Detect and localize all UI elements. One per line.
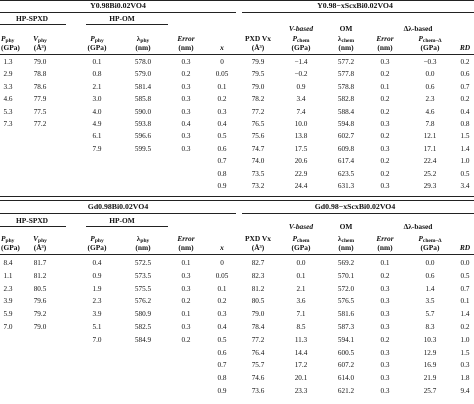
- cell-error2: 0.2: [380, 157, 390, 166]
- cell-x: 0.3: [217, 310, 227, 319]
- cell-rd: 3.4: [460, 182, 470, 190]
- cell-x: 0.5: [217, 132, 227, 141]
- cell-pchem: 20.1: [294, 374, 308, 383]
- hdr-lphy: λphy: [136, 34, 150, 44]
- cell-rd: 0.7: [460, 284, 470, 293]
- hdr-pphy: Pphy: [1, 234, 15, 244]
- cell-lchem: 578.8: [337, 82, 355, 91]
- cell-lchem: 617.4: [337, 157, 355, 166]
- cell-spxd-pphy: 1.1: [3, 271, 13, 280]
- cell-pchem: −0.2: [294, 70, 308, 79]
- cell-error2: 0.3: [380, 361, 390, 370]
- cell-error2: 0.2: [380, 107, 390, 116]
- cell-lchem: 614.0: [337, 374, 355, 383]
- rule-spxd: [0, 24, 66, 25]
- cell-rd: 1.5: [460, 132, 470, 141]
- cell-om-error: 0.3: [181, 95, 191, 104]
- cell-om-pphy: 6.1: [92, 132, 102, 141]
- cell-x: 0.5: [217, 335, 227, 344]
- cell-spxd-pphy: 3.9: [3, 297, 13, 306]
- cell-om-error: 0.3: [181, 132, 191, 141]
- cell-om-pphy: 0.4: [92, 259, 102, 267]
- cell-om-error: 0.3: [181, 323, 191, 331]
- cell-pchem-dl: 0.6: [425, 271, 435, 280]
- cell-pchem: 0.1: [296, 271, 306, 280]
- cell-spxd-pphy: 7.0: [3, 323, 13, 331]
- cell-spxd-vphy: 81.2: [33, 271, 47, 280]
- cell-pchem-dl: 3.5: [425, 297, 435, 306]
- cell-lchem: 602.7: [337, 132, 355, 141]
- cell-lchem: 594.1: [337, 335, 355, 344]
- cell-om-pphy: 7.9: [92, 144, 102, 153]
- hdr-pchem-unit: (GPa): [291, 43, 311, 52]
- title-left: Gd0.98Bi0.02VO4: [87, 202, 149, 211]
- cell-pchem: 3.6: [296, 297, 306, 306]
- cell-lchem: 576.5: [337, 297, 355, 306]
- title-right: Y0.98−xScxBi0.02VO4: [317, 1, 393, 10]
- cell-om-pphy: 0.9: [92, 271, 102, 280]
- cell-om-pphy: 2.1: [92, 82, 102, 91]
- cell-error2: 0.2: [380, 271, 390, 280]
- cell-pxd-vx: 74.7: [251, 144, 265, 153]
- cell-x: 0.05: [215, 271, 229, 280]
- cell-x: 0.3: [217, 107, 227, 116]
- hdr-pxd: PXD Vx: [245, 234, 271, 243]
- cell-pxd-vx: 73.6: [251, 387, 265, 395]
- cell-pchem: 3.4: [296, 95, 306, 104]
- hdr-pchemdl-unit: (GPa): [420, 243, 440, 252]
- cell-spxd-vphy: 79.6: [33, 297, 47, 306]
- cell-rd: 1.8: [460, 374, 470, 383]
- rule-om: [86, 226, 168, 227]
- hdr-vphy: Vphy: [33, 234, 47, 244]
- cell-rd: 0.2: [460, 323, 470, 331]
- cell-spxd-pphy: 2.9: [3, 70, 13, 79]
- cell-pxd-vx: 76.4: [251, 348, 265, 357]
- cell-spxd-pphy: 1.3: [3, 58, 13, 66]
- group-v-based: V-based: [288, 222, 314, 231]
- cell-om-pphy: 5.1: [92, 323, 102, 331]
- table-y-panel: [0, 0, 474, 200]
- hdr-pxd: PXD Vx: [245, 34, 271, 43]
- cell-om-error: 0.3: [181, 82, 191, 91]
- cell-spxd-vphy: 79.0: [33, 58, 47, 66]
- cell-om-error: 0.2: [181, 70, 191, 79]
- cell-lchem: 621.2: [337, 387, 355, 395]
- cell-om-lphy: 593.8: [134, 120, 152, 128]
- cell-pchem: 14.4: [294, 348, 308, 357]
- cell-x: 0.4: [217, 120, 227, 128]
- cell-om-pphy: 0.1: [92, 58, 102, 66]
- cell-om-pphy: 3.9: [92, 310, 102, 319]
- cell-om-lphy: 575.5: [134, 284, 152, 293]
- hdr-vphy-unit: (Å³): [33, 243, 47, 252]
- cell-lchem: 577.8: [337, 70, 355, 79]
- cell-pchem-dl: 4.6: [425, 107, 435, 116]
- cell-error2: 0.2: [380, 169, 390, 178]
- hdr-pphy-unit: (GPa): [1, 243, 20, 252]
- cell-spxd-vphy: 81.7: [33, 259, 47, 267]
- cell-pxd-vx: 79.5: [251, 70, 265, 79]
- cell-om-pphy: 4.0: [92, 107, 102, 116]
- cell-om-pphy: 4.9: [92, 120, 102, 128]
- cell-om-lphy: 572.5: [134, 259, 152, 267]
- cell-pchem-dl: 17.1: [423, 144, 437, 153]
- top-rule: [0, 0, 474, 1]
- cell-om-error: 0.3: [181, 58, 191, 66]
- cell-error2: 0.2: [380, 70, 390, 79]
- cell-om-lphy: 585.8: [134, 95, 152, 104]
- hdr-lchem: λchem: [337, 234, 355, 244]
- cell-pchem: 22.9: [294, 169, 308, 178]
- hdr-pphy-unit: (GPa): [1, 43, 20, 52]
- hdr-lphy-unit: (nm): [135, 43, 151, 52]
- hdr-x: x: [220, 43, 224, 52]
- cell-pchem: 10.0: [294, 120, 308, 128]
- cell-pchem-dl: 5.7: [425, 310, 435, 319]
- cell-pchem: 8.5: [296, 323, 306, 331]
- cell-lchem: 577.2: [337, 58, 355, 66]
- hdr-pchem: Pchem: [292, 234, 310, 244]
- cell-lchem: 587.3: [337, 323, 355, 331]
- cell-pchem: 11.3: [294, 335, 308, 344]
- cell-x: 0.9: [217, 182, 227, 190]
- cell-pchem-dl: −0.3: [423, 58, 437, 66]
- cell-spxd-vphy: 77.9: [33, 95, 47, 104]
- hdr-lchem-unit: (nm): [338, 243, 354, 252]
- cell-rd: 0.3: [460, 361, 470, 370]
- hdr-error2: Error: [376, 234, 394, 243]
- cell-x: 0.6: [217, 144, 227, 153]
- cell-pxd-vx: 77.2: [251, 107, 265, 116]
- cell-pxd-vx: 79.9: [251, 58, 265, 66]
- cell-om-pphy: 0.8: [92, 70, 102, 79]
- cell-x: 0: [220, 58, 224, 66]
- cell-pxd-vx: 74.6: [251, 374, 265, 383]
- cell-om-lphy: 596.6: [134, 132, 152, 141]
- cell-om-lphy: 580.9: [134, 310, 152, 319]
- cell-rd: 0.6: [460, 70, 470, 79]
- cell-spxd-vphy: 78.8: [33, 70, 47, 79]
- cell-rd: 9.4: [460, 387, 470, 395]
- cell-pxd-vx: 77.2: [251, 335, 265, 344]
- cell-pxd-vx: 74.0: [251, 157, 265, 166]
- cell-pchem: 17.5: [294, 144, 308, 153]
- cell-pxd-vx: 82.3: [251, 271, 265, 280]
- cell-pxd-vx: 81.2: [251, 284, 265, 293]
- cell-om-error: 0.1: [181, 259, 191, 267]
- cell-rd: 1.4: [460, 144, 470, 153]
- hdr-pphy2: Pphy: [90, 234, 104, 244]
- cell-error2: 0.1: [380, 82, 390, 91]
- cell-pxd-vx: 73.2: [251, 182, 265, 190]
- cell-x: 0.2: [217, 297, 227, 306]
- cell-om-error: 0.1: [181, 310, 191, 319]
- cell-lchem: 600.5: [337, 348, 355, 357]
- cell-om-pphy: 3.0: [92, 95, 102, 104]
- hdr-error2-unit: (nm): [377, 43, 393, 52]
- cell-lchem: 631.3: [337, 182, 355, 190]
- rule-title-right: [242, 12, 474, 13]
- hdr-vphy-unit: (Å³): [33, 43, 47, 52]
- cell-spxd-pphy: 5.9: [3, 310, 13, 319]
- title-right: Gd0.98−xScxBi0.02VO4: [314, 202, 396, 211]
- group-hp-spxd: HP-SPXD: [15, 216, 49, 225]
- cell-error2: 0.3: [380, 297, 390, 306]
- cell-om-lphy: 573.5: [134, 271, 152, 280]
- cell-lchem: 569.2: [337, 259, 355, 267]
- cell-x: 0.2: [217, 95, 227, 104]
- cell-pxd-vx: 78.2: [251, 95, 265, 104]
- rule-om: [86, 24, 168, 25]
- cell-rd: 0.0: [460, 259, 470, 267]
- hdr-pphy2-unit: (GPa): [87, 243, 107, 252]
- cell-spxd-pphy: 4.6: [3, 95, 13, 104]
- cell-om-lphy: 576.2: [134, 297, 152, 306]
- cell-x: 0.7: [217, 157, 227, 166]
- hdr-error-unit: (nm): [178, 243, 194, 252]
- cell-pchem-dl: 12.9: [423, 348, 437, 357]
- cell-error2: 0.2: [380, 95, 390, 104]
- cell-rd: 0.2: [460, 58, 470, 66]
- cell-om-error: 0.3: [181, 107, 191, 116]
- cell-spxd-vphy: 80.5: [33, 284, 47, 293]
- cell-pchem: −1.4: [294, 58, 308, 66]
- cell-rd: 0.1: [460, 297, 470, 306]
- cell-om-error: 0.2: [181, 297, 191, 306]
- cell-om-lphy: 584.9: [134, 335, 152, 344]
- cell-pchem-dl: 1.4: [425, 284, 435, 293]
- group-dl-based: Δλ-based: [403, 222, 433, 231]
- cell-x: 0.4: [217, 323, 227, 331]
- cell-pchem: 13.8: [294, 132, 308, 141]
- cell-rd: 0.5: [460, 271, 470, 280]
- cell-pchem-dl: 25.2: [423, 169, 437, 178]
- cell-pchem-dl: 16.9: [423, 361, 437, 370]
- group-om2: OM: [339, 222, 353, 231]
- cell-pchem: 7.1: [296, 310, 306, 319]
- cell-rd: 0.8: [460, 120, 470, 128]
- cell-error2: 0.3: [380, 310, 390, 319]
- cell-pxd-vx: 82.7: [251, 259, 265, 267]
- cell-rd: 0.5: [460, 169, 470, 178]
- cell-pchem-dl: 12.1: [423, 132, 437, 141]
- rule-title-left: [0, 12, 236, 13]
- cell-pxd-vx: 76.5: [251, 120, 265, 128]
- cell-om-lphy: 581.4: [134, 82, 152, 91]
- cell-x: 0.8: [217, 169, 227, 178]
- rule-title-left: [0, 213, 236, 214]
- cell-pxd-vx: 80.5: [251, 297, 265, 306]
- rule-title-right: [242, 213, 474, 214]
- hdr-error: Error: [177, 34, 195, 43]
- cell-error2: 0.1: [380, 259, 390, 267]
- cell-rd: 0.2: [460, 95, 470, 104]
- cell-lchem: 570.1: [337, 271, 355, 280]
- cell-om-pphy: 1.9: [92, 284, 102, 293]
- top-rule: [0, 200, 474, 201]
- cell-pchem: 2.1: [296, 284, 306, 293]
- cell-om-error: 0.2: [181, 335, 191, 344]
- cell-rd: 0.7: [460, 82, 470, 91]
- cell-rd: 0.4: [460, 107, 470, 116]
- cell-error2: 0.2: [380, 335, 390, 344]
- cell-om-lphy: 582.5: [134, 323, 152, 331]
- group-dl-based: Δλ-based: [403, 24, 433, 33]
- hdr-pphy: Pphy: [1, 34, 15, 44]
- cell-om-lphy: 599.5: [134, 144, 152, 153]
- cell-pchem-dl: 10.3: [423, 335, 437, 344]
- header-rule: [0, 254, 474, 255]
- cell-spxd-pphy: 2.3: [3, 284, 13, 293]
- hdr-rd: RD: [459, 43, 471, 52]
- cell-error2: 0.3: [380, 374, 390, 383]
- hdr-pphy2-unit: (GPa): [87, 43, 107, 52]
- cell-error2: 0.3: [380, 387, 390, 395]
- cell-pchem-dl: 22.4: [423, 157, 437, 166]
- cell-om-lphy: 590.0: [134, 107, 152, 116]
- cell-lchem: 582.8: [337, 95, 355, 104]
- title-left: Y0.98Bi0.02VO4: [90, 1, 146, 10]
- cell-pchem-dl: 0.6: [425, 82, 435, 91]
- group-hp-om: HP-OM: [109, 14, 135, 23]
- cell-om-lphy: 579.0: [134, 70, 152, 79]
- cell-om-error: 0.3: [181, 284, 191, 293]
- cell-spxd-pphy: 5.3: [3, 107, 13, 116]
- cell-spxd-vphy: 79.0: [33, 323, 47, 331]
- cell-lchem: 609.8: [337, 144, 355, 153]
- cell-pxd-vx: 75.7: [251, 361, 265, 370]
- cell-om-pphy: 2.3: [92, 297, 102, 306]
- cell-x: 0.7: [217, 361, 227, 370]
- cell-error2: 0.2: [380, 132, 390, 141]
- cell-pxd-vx: 73.5: [251, 169, 265, 178]
- cell-x: 0.1: [217, 284, 227, 293]
- cell-spxd-vphy: 79.2: [33, 310, 47, 319]
- hdr-vphy: Vphy: [33, 34, 47, 44]
- cell-lchem: 594.8: [337, 120, 355, 128]
- hdr-pchemdl-unit: (GPa): [420, 43, 440, 52]
- cell-rd: 1.4: [460, 310, 470, 319]
- cell-x: 0.8: [217, 374, 227, 383]
- cell-pchem-dl: 29.3: [423, 182, 437, 190]
- cell-x: 0.05: [215, 70, 229, 79]
- cell-pchem-dl: 21.9: [423, 374, 437, 383]
- cell-spxd-pphy: 7.3: [3, 120, 13, 128]
- group-hp-om: HP-OM: [109, 216, 135, 225]
- cell-pchem-dl: 8.3: [425, 323, 435, 331]
- cell-rd: 1.0: [460, 335, 470, 344]
- cell-lchem: 607.2: [337, 361, 355, 370]
- cell-error2: 0.3: [380, 182, 390, 190]
- hdr-pchemdl: Pchem–Δ: [418, 34, 442, 44]
- hdr-rd: RD: [459, 243, 471, 252]
- hdr-error2: Error: [376, 34, 394, 43]
- cell-error2: 0.3: [380, 58, 390, 66]
- hdr-lchem-unit: (nm): [338, 43, 354, 52]
- cell-error2: 0.3: [380, 348, 390, 357]
- group-v-based: V-based: [288, 24, 314, 33]
- cell-pxd-vx: 78.4: [251, 323, 265, 331]
- group-om2: OM: [339, 24, 353, 33]
- cell-pxd-vx: 79.0: [251, 82, 265, 91]
- hdr-lphy: λphy: [136, 234, 150, 244]
- cell-lchem: 581.6: [337, 310, 355, 319]
- cell-om-error: 0.3: [181, 144, 191, 153]
- cell-lchem: 623.5: [337, 169, 355, 178]
- cell-lchem: 588.4: [337, 107, 355, 116]
- cell-pchem-dl: 0.0: [425, 259, 435, 267]
- cell-spxd-vphy: 78.6: [33, 82, 47, 91]
- header-rule: [0, 54, 474, 55]
- cell-pchem-dl: 2.3: [425, 95, 435, 104]
- cell-pxd-vx: 75.6: [251, 132, 265, 141]
- cell-om-pphy: 7.0: [92, 335, 102, 344]
- hdr-pxd-unit: (Å³): [251, 43, 265, 52]
- cell-x: 0.1: [217, 82, 227, 91]
- cell-lchem: 572.0: [337, 284, 355, 293]
- cell-pxd-vx: 79.0: [251, 310, 265, 319]
- cell-spxd-vphy: 77.2: [33, 120, 47, 128]
- cell-x: 0: [220, 259, 224, 267]
- hdr-pchemdl: Pchem–Δ: [418, 234, 442, 244]
- cell-pchem: 0.0: [296, 259, 306, 267]
- cell-pchem: 17.2: [294, 361, 308, 370]
- hdr-pphy2: Pphy: [90, 34, 104, 44]
- table-gd-panel: [0, 200, 474, 404]
- cell-rd: 1.0: [460, 157, 470, 166]
- cell-error2: 0.3: [380, 120, 390, 128]
- hdr-error-unit: (nm): [178, 43, 194, 52]
- cell-x: 0.6: [217, 348, 227, 357]
- cell-pchem-dl: 7.8: [425, 120, 435, 128]
- cell-pchem: 7.4: [296, 107, 306, 116]
- hdr-lchem: λchem: [337, 34, 355, 44]
- cell-spxd-pphy: 8.4: [3, 259, 13, 267]
- cell-om-lphy: 578.0: [134, 58, 152, 66]
- cell-pchem-dl: 0.0: [425, 70, 435, 79]
- cell-error2: 0.3: [380, 144, 390, 153]
- hdr-pchem: Pchem: [292, 34, 310, 44]
- cell-error2: 0.3: [380, 284, 390, 293]
- cell-error2: 0.3: [380, 323, 390, 331]
- group-hp-spxd: HP-SPXD: [15, 14, 49, 23]
- bottom-rule: [0, 196, 474, 197]
- hdr-pxd-unit: (Å³): [251, 243, 265, 252]
- cell-pchem: 23.3: [294, 387, 308, 395]
- cell-spxd-pphy: 3.3: [3, 82, 13, 91]
- cell-om-error: 0.4: [181, 120, 191, 128]
- cell-pchem: 0.9: [296, 82, 306, 91]
- cell-pchem: 24.4: [294, 182, 308, 190]
- cell-x: 0.9: [217, 387, 227, 395]
- cell-rd: 1.5: [460, 348, 470, 357]
- hdr-error: Error: [177, 234, 195, 243]
- cell-pchem: 20.6: [294, 157, 308, 166]
- rule-spxd: [0, 226, 66, 227]
- hdr-error2-unit: (nm): [377, 243, 393, 252]
- hdr-x: x: [220, 243, 224, 252]
- cell-pchem-dl: 25.7: [423, 387, 437, 395]
- cell-spxd-vphy: 77.5: [33, 107, 47, 116]
- hdr-lphy-unit: (nm): [135, 243, 151, 252]
- hdr-pchem-unit: (GPa): [291, 243, 311, 252]
- cell-om-error: 0.3: [181, 271, 191, 280]
